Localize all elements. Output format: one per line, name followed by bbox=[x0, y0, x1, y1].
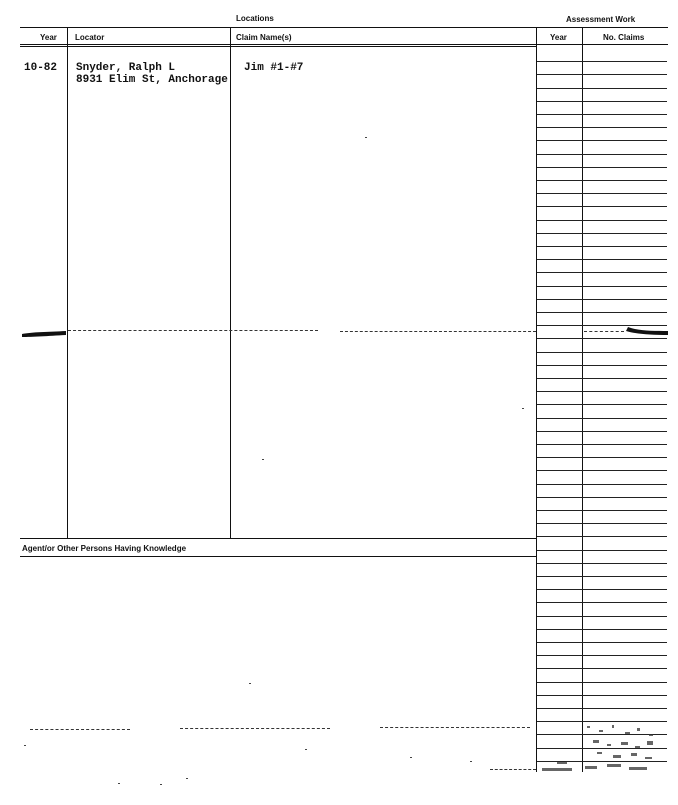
assessment-row-rule bbox=[537, 74, 667, 75]
assessment-work-title: Assessment Work bbox=[566, 15, 636, 24]
assessment-row-rule bbox=[537, 246, 667, 247]
entry-locator-address: 8931 Elim St, Anchorage bbox=[76, 74, 228, 86]
col-claim-names-header: Claim Name(s) bbox=[236, 33, 292, 42]
bottom-noise-line-2 bbox=[180, 728, 330, 729]
divider-locator-claims bbox=[230, 27, 231, 539]
assessment-row-rule bbox=[537, 259, 667, 260]
assessment-row-rule bbox=[537, 140, 667, 141]
divider-assessment-mid bbox=[582, 27, 583, 772]
bottom-noise-line-3 bbox=[380, 727, 530, 728]
assessment-row-rule bbox=[537, 193, 667, 194]
assessment-row-rule bbox=[537, 404, 667, 405]
header-top-rule bbox=[20, 27, 668, 28]
assessment-row-rule bbox=[537, 497, 667, 498]
assessment-row-rule bbox=[537, 708, 667, 709]
header-bottom-rule bbox=[20, 44, 668, 45]
assessment-row-rule bbox=[537, 378, 667, 379]
assessment-row-rule bbox=[537, 457, 667, 458]
assessment-row-rule bbox=[537, 88, 667, 89]
cut-line-right bbox=[584, 331, 624, 332]
col-no-claims-header: No. Claims bbox=[603, 33, 645, 42]
assessment-row-rule bbox=[537, 484, 667, 485]
agent-section-label: Agent/or Other Persons Having Knowledge bbox=[22, 544, 187, 553]
assessment-row-rule bbox=[537, 365, 667, 366]
speck bbox=[160, 784, 162, 785]
header-double-rule bbox=[20, 46, 537, 47]
speck bbox=[365, 137, 367, 138]
assessment-row-rule bbox=[537, 576, 667, 577]
cut-line-mid bbox=[340, 331, 536, 332]
assessment-row-rule bbox=[537, 272, 667, 273]
speck bbox=[249, 683, 251, 684]
locations-title: Locations bbox=[236, 14, 274, 23]
assessment-row-rule bbox=[537, 695, 667, 696]
assessment-row-rule bbox=[537, 444, 667, 445]
assessment-row-rule bbox=[537, 431, 667, 432]
cut-line-left bbox=[68, 330, 318, 331]
assessment-row-rule bbox=[537, 180, 667, 181]
assessment-row-rule bbox=[537, 127, 667, 128]
assessment-row-rule bbox=[537, 167, 667, 168]
assessment-row-rule bbox=[537, 536, 667, 537]
assessment-row-rule bbox=[537, 602, 667, 603]
speck bbox=[522, 408, 524, 409]
assessment-row-rule bbox=[537, 154, 667, 155]
assessment-row-rule bbox=[537, 101, 667, 102]
assessment-row-rule bbox=[537, 550, 667, 551]
bottom-noise-line-4 bbox=[490, 769, 536, 770]
assessment-row-rule bbox=[537, 563, 667, 564]
assessment-row-rule bbox=[537, 325, 667, 326]
speck bbox=[118, 783, 120, 784]
assessment-row-rule bbox=[537, 616, 667, 617]
assessment-row-rule bbox=[537, 642, 667, 643]
speck bbox=[186, 778, 188, 779]
assessment-row-rule bbox=[537, 299, 667, 300]
assessment-row-rule bbox=[537, 523, 667, 524]
divider-assessment-left bbox=[536, 27, 537, 772]
assessment-row-rule bbox=[537, 668, 667, 669]
speck bbox=[410, 757, 412, 758]
assessment-row-rule bbox=[537, 61, 667, 62]
assessment-row-rule bbox=[537, 418, 667, 419]
agent-bottom-rule bbox=[20, 556, 537, 557]
divider-year-locator bbox=[67, 27, 68, 539]
assessment-row-rule bbox=[537, 114, 667, 115]
bottom-noise-line-1 bbox=[30, 729, 130, 730]
speck bbox=[24, 745, 26, 746]
assessment-row-rule bbox=[537, 338, 667, 339]
speck bbox=[305, 749, 307, 750]
speck bbox=[262, 459, 264, 460]
assessment-row-rule bbox=[537, 510, 667, 511]
col-aw-year-header: Year bbox=[550, 33, 567, 42]
assessment-row-rule bbox=[537, 470, 667, 471]
entry-year: 10-82 bbox=[24, 62, 58, 74]
entry-claim-names: Jim #1-#7 bbox=[244, 62, 304, 74]
assessment-row-rule bbox=[537, 206, 667, 207]
assessment-row-rule bbox=[537, 286, 667, 287]
speck bbox=[470, 761, 472, 762]
assessment-row-rule bbox=[537, 233, 667, 234]
assessment-row-rule bbox=[537, 589, 667, 590]
entry-locator-name: Snyder, Ralph L bbox=[76, 62, 176, 74]
col-year-header: Year bbox=[40, 33, 57, 42]
assessment-row-rule bbox=[537, 352, 667, 353]
agent-top-rule bbox=[20, 538, 537, 539]
col-locator-header: Locator bbox=[75, 33, 105, 42]
assessment-row-rule bbox=[537, 220, 667, 221]
assessment-row-rule bbox=[537, 655, 667, 656]
assessment-row-rule bbox=[537, 629, 667, 630]
assessment-row-rule bbox=[537, 391, 667, 392]
assessment-row-rule bbox=[537, 682, 667, 683]
assessment-row-rule bbox=[537, 312, 667, 313]
scan-noise bbox=[537, 722, 668, 774]
